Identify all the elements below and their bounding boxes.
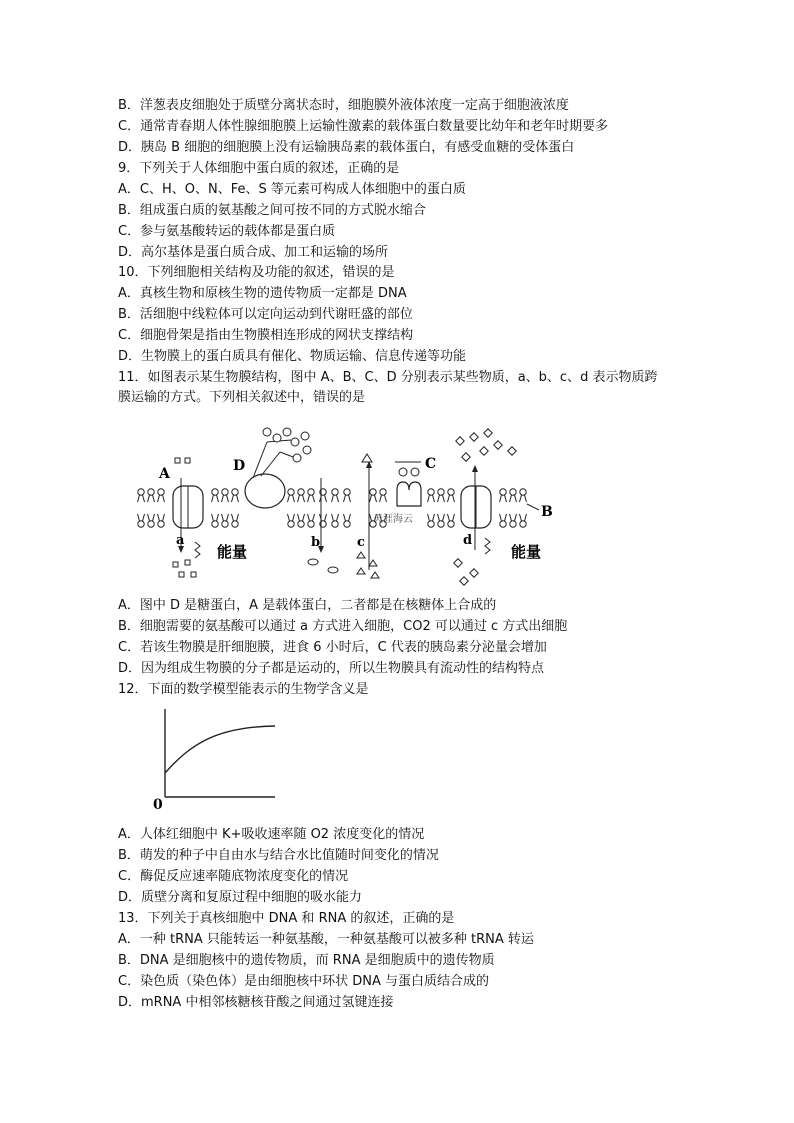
q10-option-d: D．生物膜上的蛋白质具有催化、物质运输、信息传递等功能 [118, 349, 467, 364]
q13-option-b: B．DNA 是细胞核中的遗传物质，而 RNA 是细胞质中的遗传物质 [118, 953, 495, 968]
q12-option-b: B．萌发的种子中自由水与结合水比值随时间变化的情况 [118, 848, 439, 863]
energy-label-right: 能量 [511, 543, 542, 561]
q9-option-b: B．组成蛋白质的氨基酸之间可按不同的方式脱水缩合 [118, 203, 426, 218]
q9-option-c: C．参与氨基酸转运的载体都是蛋白质 [118, 224, 336, 239]
q9-stem: 9．下列关于人体细胞中蛋白质的叙述，正确的是 [118, 161, 400, 176]
q12-stem: 12．下面的数学模型能表示的生物学含义是 [118, 682, 369, 697]
label-a-upper: A [159, 466, 170, 482]
glycoprotein-d [245, 474, 285, 508]
q12-option-c: C．酶促反应速率随底物浓度变化的情况 [118, 869, 349, 884]
energy-label-left: 能量 [217, 543, 248, 561]
q13-option-d: D．mRNA 中相邻核糖核苷酸之间通过氢键连接 [118, 995, 394, 1010]
label-c-lower: c [357, 535, 365, 550]
q8-option-b: B．洋葱表皮细胞处于质壁分离状态时，细胞膜外液体浓度一定高于细胞液浓度 [118, 98, 569, 113]
q13-stem: 13．下列关于真核细胞中 DNA 和 RNA 的叙述，正确的是 [118, 911, 455, 926]
q11-option-d: D．因为组成生物膜的分子都是运动的，所以生物膜具有流动性的结构特点 [118, 661, 545, 676]
membrane-diagram [125, 420, 565, 590]
q11-option-a: A．图中 D 是糖蛋白，A 是载体蛋白，二者都是在核糖体上合成的 [118, 598, 497, 613]
q13-option-a: A．一种 tRNA 只能转运一种氨基酸，一种氨基酸可以被多种 tRNA 转运 [118, 932, 534, 947]
watermark-text: 天涯海云 [373, 514, 413, 525]
q10-option-c: C．细胞骨架是指由生物膜相连形成的网状支撑结构 [118, 328, 414, 343]
q12-option-a: A．人体红细胞中 K+吸收速率随 O2 浓度变化的情况 [118, 827, 425, 842]
label-a-lower: a [176, 533, 185, 548]
q13-option-c: C．染色质（染色体）是由细胞核中环状 DNA 与蛋白质结合成的 [118, 974, 489, 989]
label-b-upper: B [541, 504, 553, 520]
q9-option-a: A．C、H、O、N、Fe、S 等元素可构成人体细胞中的蛋白质 [118, 182, 466, 197]
q11-option-c: C．若该生物膜是肝细胞膜，进食 6 小时后，C 代表的胰岛素分泌量会增加 [118, 640, 547, 655]
label-d-lower: d [463, 533, 473, 548]
label-d-upper: D [233, 458, 246, 474]
sugar-chain [253, 428, 311, 478]
origin-label: 0 [153, 797, 163, 813]
label-b-lower: b [311, 535, 321, 550]
q8-option-c: C．通常青春期人体性腺细胞膜上运输性激素的载体蛋白数量要比幼年和老年时期要多 [118, 119, 609, 134]
q8-option-d: D．胰岛 B 细胞的细胞膜上没有运输胰岛素的载体蛋白，有感受血糖的受体蛋白 [118, 140, 575, 155]
q10-stem: 10．下列细胞相关结构及功能的叙述，错误的是 [118, 265, 395, 280]
q11-stem: 11．如图表示某生物膜结构，图中 A、B、C、D 分别表示某些物质，a、b、c、d 表示物质跨 [118, 370, 658, 385]
q10-option-b: B．活细胞中线粒体可以定向运动到代谢旺盛的部位 [118, 307, 413, 322]
label-c-upper: C [425, 456, 437, 472]
q9-option-d: D．高尔基体是蛋白质合成、加工和运输的场所 [118, 245, 389, 260]
q12-option-d: D．质壁分离和复原过程中细胞的吸水能力 [118, 890, 363, 905]
q11-stem-cont: 膜运输的方式。下列相关叙述中，错误的是 [118, 390, 366, 405]
math-model-graph [145, 705, 285, 815]
q11-option-b: B．细胞需要的氨基酸可以通过 a 方式进入细胞，CO2 可以通过 c 方式出细胞 [118, 619, 568, 634]
saturation-curve [165, 726, 275, 773]
receptor-protein [397, 482, 421, 506]
q10-option-a: A．真核生物和原核生物的遗传物质一定都是 DNA [118, 286, 407, 301]
